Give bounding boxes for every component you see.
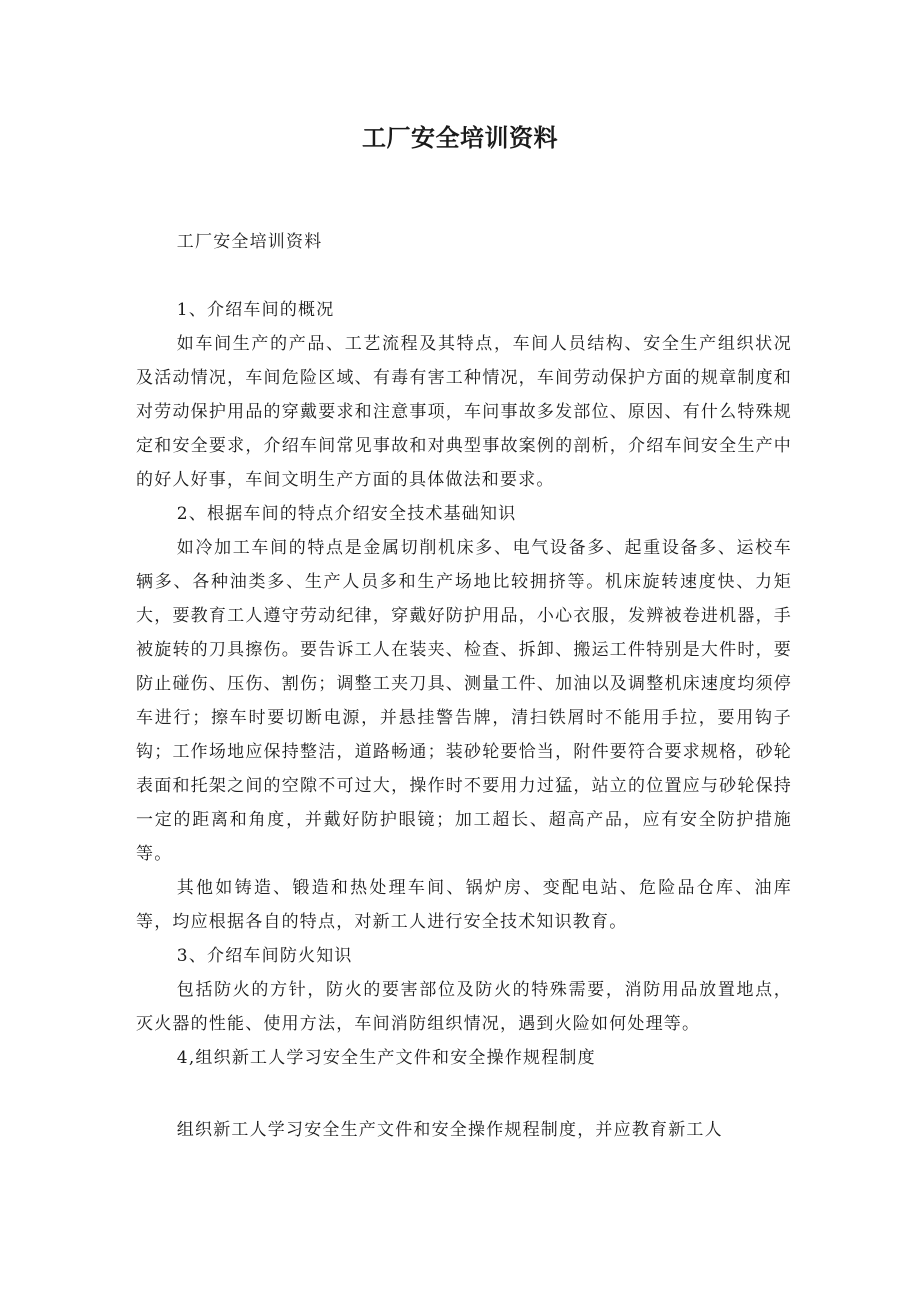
document-title: 工厂安全培训资料 [362, 124, 558, 152]
document-body [136, 225, 792, 1147]
section-4-heading: 4,组织新工人学习安全生产文件和安全操作规程制度 [176, 1048, 596, 1068]
section-3-heading: 3、介绍车间防火知识 [176, 946, 353, 966]
section-3-paragraph-1: 包括防火的方针，防火的要害部位及防火的特殊需要，消防用品放置地点，灭火器的性能、使用方法，车间消防组织情况，遇到火险如何处理等。 [136, 980, 792, 1034]
section-1-heading: 1、介绍车间的概况 [176, 300, 335, 320]
section-2-heading: 2、根据车间的特点介绍安全技术基础知识 [176, 504, 517, 524]
section-2-paragraph-1: 如冷加工车间的特点是金属切削机床多、电气设备多、起重设备多、运校车辆多、各种油类多、生产人员多和生产场地比较拥挤等。机床旋转速度快、力矩大，要教育工人遵守劳动纪律，穿戴好防护用品，小心衣服，发辨被卷进机器，手被旋转的刀具擦伤。要告诉工人在装夹、检查、拆卸、搬运工件特别是大件时，要防止碰伤、压伤、割伤；调整工夹刀具、测量工件、加油以及调整机床速度均须停车进行；擦车时要切断电源，并悬挂警告牌，清扫铁屑时不能用手拉，要用钩子钩；工作场地应保持整洁，道路畅通；装砂轮要恰当，附件要符合要求规格，砂轮表面和托架之间的空隙不可过大，操作时不要用力过猛，站立的位置应与砂轮保持一定的距离和角度，并戴好防护眼镜；加工超长、超高产品，应有安全防护措施等。 [136, 538, 792, 864]
section-1-paragraph-1: 如车间生产的产品、工艺流程及其特点，车间人员结构、安全生产组织状况及活动情况，车间危险区域、有毒有害工种情况，车间劳动保护方面的规章制度和对劳动保护用品的穿戴要求和注意事项，车问事故多发部位、原因、有什么特殊规定和安全要求，介绍车间常见事故和对典型事故案例的剖析，介绍车间安全生产中的好人好事，车间文明生产方面的具体做法和要求。 [136, 334, 792, 490]
section-4-paragraph-1: 组织新工人学习安全生产文件和安全操作规程制度，并应教育新工人 [176, 1120, 723, 1140]
section-2-paragraph-2: 其他如铸造、锻造和热处理车间、锅炉房、变配电站、危险品仓库、油库等，均应根据各自的特点，对新工人进行安全技术知识教育。 [136, 878, 792, 932]
document-subtitle: 工厂安全培训资料 [176, 232, 323, 252]
